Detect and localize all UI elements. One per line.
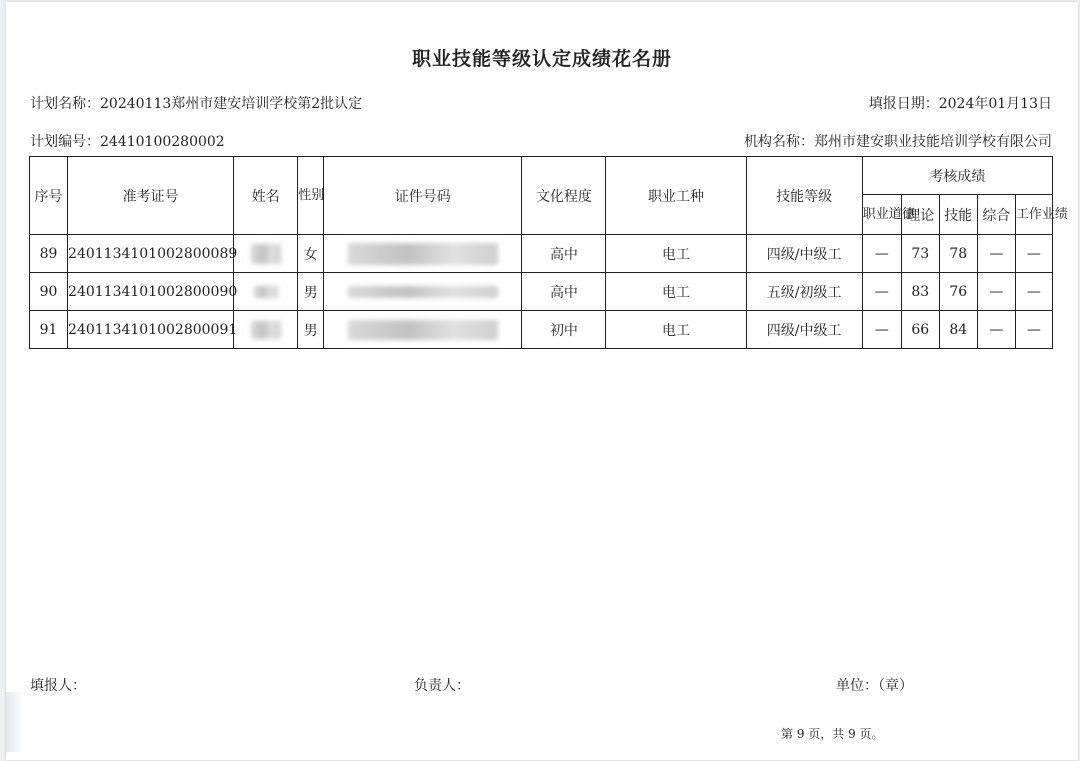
cell-job: 电工 bbox=[606, 273, 746, 311]
plan-name: 计划名称：20240113郑州市建安培训学校第2批认定 bbox=[30, 96, 363, 112]
footer-responsible: 负责人： bbox=[414, 678, 470, 694]
cell-skill: 78 bbox=[939, 235, 977, 273]
page-number: 第 9 页，共 9 页。 bbox=[781, 727, 884, 741]
cell-work: — bbox=[1015, 235, 1052, 273]
header-ethics: 职业道德 bbox=[862, 195, 901, 235]
table-row bbox=[30, 311, 1053, 349]
cell-education: 高中 bbox=[522, 235, 606, 273]
cell-gender: 女 bbox=[298, 235, 324, 273]
cell-theory: 66 bbox=[901, 311, 939, 349]
cell-gender: 男 bbox=[298, 273, 324, 311]
cell-seq: 91 bbox=[30, 311, 68, 349]
cell-ticket: 2401134101002800091 bbox=[68, 311, 234, 349]
cell-theory: 83 bbox=[901, 273, 939, 311]
cell-gender: 男 bbox=[298, 311, 324, 349]
footer-unit: 单位：（章） bbox=[836, 678, 913, 694]
cell-overall: — bbox=[977, 273, 1015, 311]
cell-ethics: — bbox=[862, 273, 901, 311]
header-ticket: 准考证号 bbox=[68, 157, 234, 235]
cell-name-redacted bbox=[234, 311, 298, 349]
cell-overall: — bbox=[977, 311, 1015, 349]
header-level: 技能等级 bbox=[746, 157, 862, 235]
header-id: 证件号码 bbox=[324, 157, 522, 235]
plan-number: 计划编号：24410100280002 bbox=[30, 134, 225, 150]
header-skill: 技能 bbox=[939, 195, 977, 235]
header-theory: 理论 bbox=[901, 195, 939, 235]
cell-id-redacted bbox=[324, 273, 522, 311]
document-page bbox=[6, 2, 1078, 760]
cell-ticket: 240113410100280008‍9 bbox=[68, 235, 234, 273]
cell-work: — bbox=[1015, 311, 1052, 349]
cell-theory: 73 bbox=[901, 235, 939, 273]
header-name: 姓名 bbox=[234, 157, 298, 235]
cell-ethics: — bbox=[862, 235, 901, 273]
header-job: 职业工种 bbox=[606, 157, 746, 235]
cell-skill: 76 bbox=[939, 273, 977, 311]
cell-ticket: 2401134101002800090 bbox=[68, 273, 234, 311]
cell-id-redacted bbox=[324, 235, 522, 273]
cell-level: 四级/中级工 bbox=[746, 235, 862, 273]
cell-skill: 84 bbox=[939, 311, 977, 349]
header-gender: 性别 bbox=[298, 157, 324, 235]
header-work: 工作业绩 bbox=[1015, 195, 1052, 235]
cell-ethics: — bbox=[862, 311, 901, 349]
score-table bbox=[29, 156, 1068, 349]
cell-education: 初中 bbox=[522, 311, 606, 349]
cell-job: 电工 bbox=[606, 235, 746, 273]
cell-name-redacted bbox=[234, 273, 298, 311]
cell-seq: 89 bbox=[30, 235, 68, 273]
cell-education: 高中 bbox=[522, 273, 606, 311]
table-row bbox=[30, 273, 1053, 311]
organization-name: 机构名称：郑州市建安职业技能培训学校有限公司 bbox=[744, 134, 1052, 150]
header-overall: 综合 bbox=[977, 195, 1015, 235]
cell-id-redacted bbox=[324, 311, 522, 349]
cell-name-redacted bbox=[234, 235, 298, 273]
cell-overall: — bbox=[977, 235, 1015, 273]
cell-work: — bbox=[1015, 273, 1052, 311]
cell-level: 四级/中级工 bbox=[746, 311, 862, 349]
cell-level: 五级/初级工 bbox=[746, 273, 862, 311]
table-row bbox=[30, 235, 1053, 273]
cell-job: 电工 bbox=[606, 311, 746, 349]
header-scores: 考核成绩 bbox=[862, 157, 1052, 195]
footer-filler: 填报人： bbox=[30, 678, 86, 694]
scan-edge-shadow bbox=[6, 692, 24, 752]
header-education: 文化程度 bbox=[522, 157, 606, 235]
document-title: 职业技能等级认定成绩花名册 bbox=[411, 48, 672, 70]
cell-seq: 90 bbox=[30, 273, 68, 311]
report-date: 填报日期：2024年01月13日 bbox=[868, 96, 1052, 112]
header-seq: 序号 bbox=[30, 157, 68, 235]
